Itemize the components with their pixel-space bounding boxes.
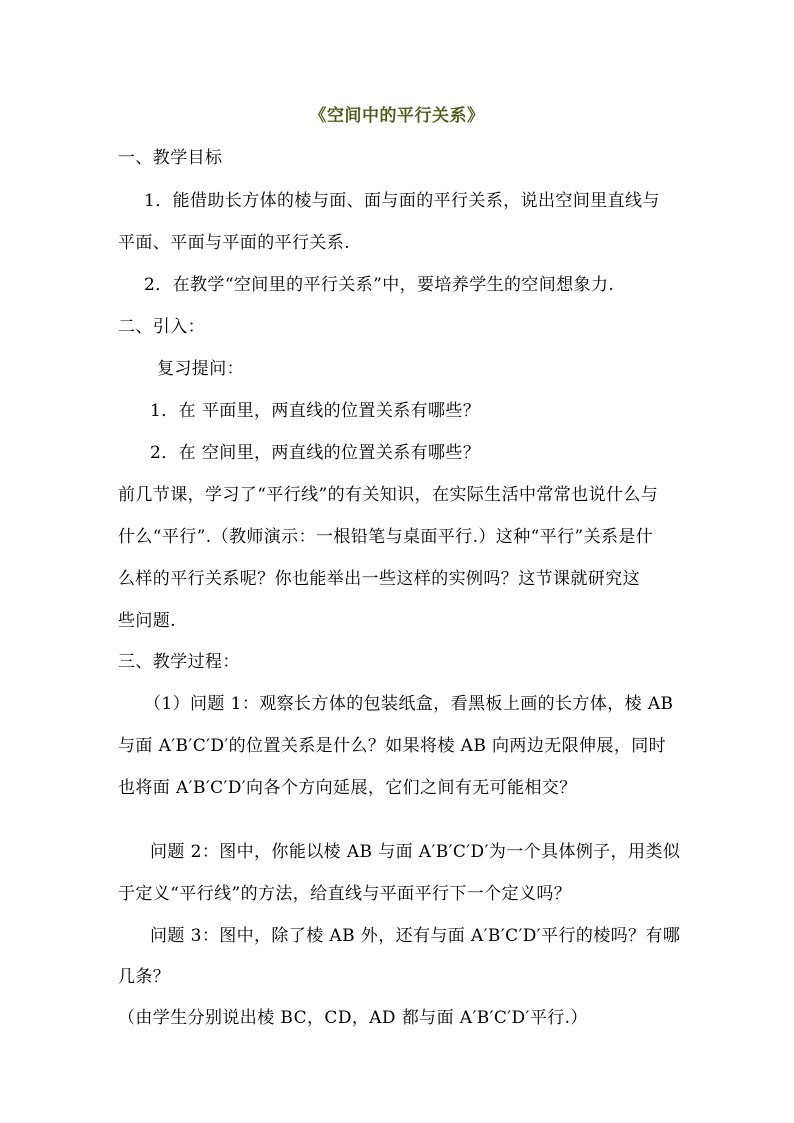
review-question-2: 2．在 空间里，两直线的位置关系有哪些？: [150, 443, 481, 463]
intro-paragraph-line-2: 什么“平行”.（教师演示：一根铅笔与桌面平行.）这种“平行”关系是什: [118, 527, 654, 547]
question-1-line-3: 也将面 A′B′C′D′向各个方向延展，它们之间有无可能相交？: [118, 778, 577, 798]
question-2-line-2: 于定义“平行线”的方法，给直线与平面平行下一个定义吗？: [118, 884, 572, 904]
question-1-line-1: （1）问题 1：观察长方体的包装纸盒，看黑板上画的长方体，棱 AB: [144, 694, 674, 714]
intro-paragraph-line-4: 些问题.: [118, 611, 177, 631]
review-question-label: 复习提问：: [157, 359, 244, 379]
objective-1-line-2: 平面、平面与平面的平行关系.: [118, 233, 351, 253]
review-question-1: 1．在 平面里，两直线的位置关系有哪些？: [150, 401, 481, 421]
intro-paragraph-line-1: 前几节课，学习了“平行线”的有关知识，在实际生活中常常也说什么与: [118, 485, 659, 505]
question-1-line-2: 与面 A′B′C′D′的位置关系是什么？如果将棱 AB 向两边无限伸展，同时: [118, 736, 667, 756]
section-heading-intro: 二、引入：: [118, 317, 205, 337]
objective-1-line-1: 1．能借助长方体的棱与面、面与面的平行关系，说出空间里直线与: [144, 191, 660, 211]
intro-paragraph-line-3: 么样的平行关系呢？你也能举出一些这样的实例吗？这节课就研究这: [118, 569, 640, 589]
section-heading-process: 三、教学过程：: [118, 652, 240, 672]
question-2-line-1: 问题 2：图中，你能以棱 AB 与面 A′B′C′D′为一个具体例子，用类似: [150, 842, 681, 862]
question-3-line-1: 问题 3：图中，除了棱 AB 外，还有与面 A′B′C′D′平行的棱吗？有哪: [150, 926, 681, 946]
student-answer-note: （由学生分别说出棱 BC，CD，AD 都与面 A′B′C′D′平行.）: [118, 1008, 588, 1028]
document-title: 《空间中的平行关系》: [309, 106, 485, 126]
question-3-line-2: 几条？: [118, 967, 171, 987]
section-heading-objectives: 一、教学目标: [118, 148, 223, 168]
objective-2: 2．在教学“空间里的平行关系”中，要培养学生的空间想象力.: [144, 275, 615, 295]
